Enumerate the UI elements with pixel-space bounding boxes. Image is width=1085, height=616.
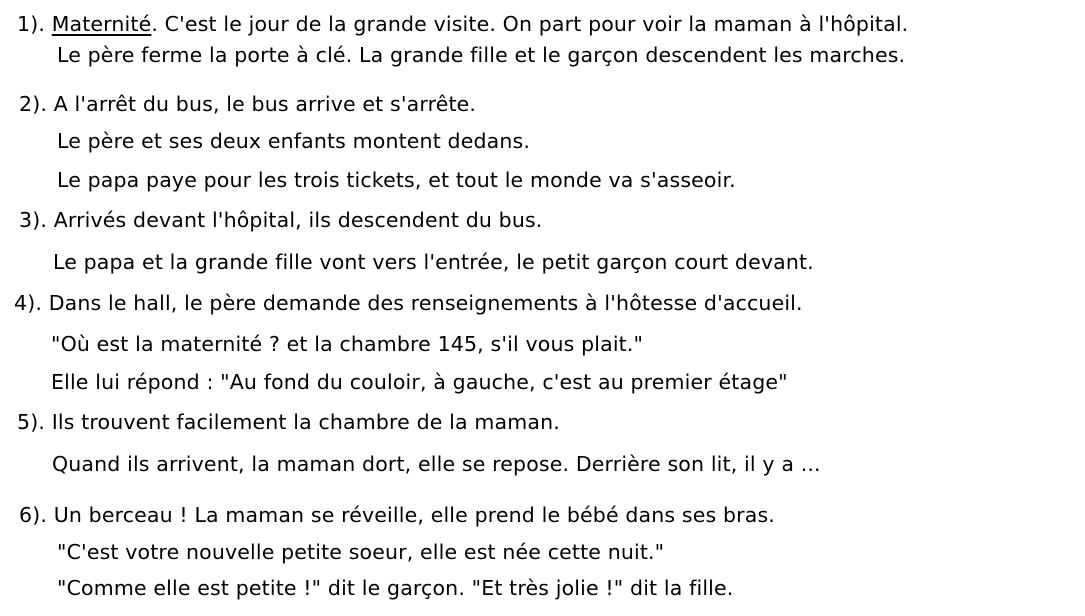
section-4-number: 4). [14, 291, 43, 315]
section-4-line-1-text: Dans le hall, le père demande des renseignements à l'hôtesse d'accueil. [48, 291, 803, 315]
section-2-number: 2). [19, 92, 48, 116]
section-5-line-1 [17, 410, 560, 434]
section-2-line-2: Le père et ses deux enfants montent dedans. [57, 129, 530, 153]
section-2-line-3: Le papa paye pour les trois tickets, et tout le monde va s'asseoir. [57, 168, 736, 192]
section-3-line-2: Le papa et la grande fille vont vers l'entrée, le petit garçon court devant. [53, 250, 814, 274]
section-6-number: 6). [19, 503, 48, 527]
section-6-line-2: "C'est votre nouvelle petite soeur, elle est née cette nuit." [57, 540, 665, 564]
section-1-line-1 [17, 12, 908, 36]
section-3-line-1-text: Arrivés devant l'hôpital, ils descendent du bus. [53, 208, 543, 232]
section-1-line-1-text: . C'est le jour de la grande visite. On part pour voir la maman à l'hôpital. [151, 12, 909, 36]
section-4-line-1 [14, 291, 803, 315]
section-2-line-1-text: A l'arrêt du bus, le bus arrive et s'arrête. [53, 92, 477, 116]
section-6-line-1 [19, 503, 775, 527]
section-1-line-2: Le père ferme la porte à clé. La grande fille et le garçon descendent les marches. [57, 43, 906, 67]
section-5-line-2: Quand ils arrivent, la maman dort, elle se repose. Derrière son lit, il y a ... [52, 452, 821, 476]
section-2-line-1 [19, 92, 476, 116]
section-1-title: Maternité [51, 12, 152, 36]
section-5-line-1-text: Ils trouvent facilement la chambre de la maman. [51, 410, 560, 434]
section-4-line-2: "Où est la maternité ? et la chambre 145, s'il vous plait." [51, 332, 644, 356]
section-4-line-3: Elle lui répond : "Au fond du couloir, à gauche, c'est au premier étage" [51, 370, 788, 394]
section-6-line-1-text: Un berceau ! La maman se réveille, elle prend le bébé dans ses bras. [53, 503, 775, 527]
section-1-number: 1). [17, 12, 46, 36]
section-3-number: 3). [19, 208, 48, 232]
section-5-number: 5). [17, 410, 46, 434]
section-6-line-3: "Comme elle est petite !" dit le garçon. "Et très jolie !" dit la fille. [57, 576, 734, 600]
section-3-line-1 [19, 208, 542, 232]
